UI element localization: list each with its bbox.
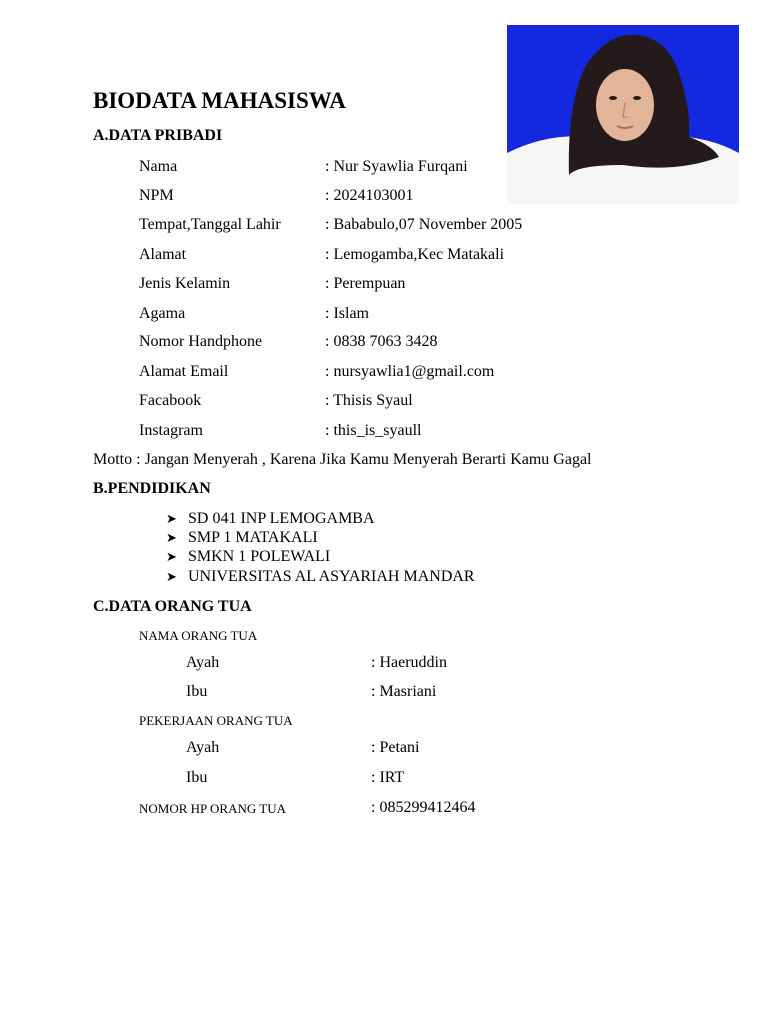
arrow-bullet-icon: ➤ <box>166 569 177 584</box>
value-facebook: : Thisis Syaul <box>325 392 413 409</box>
label-ibu: Ibu <box>186 769 208 786</box>
pekerjaan-orang-tua-heading: PEKERJAAN ORANG TUA <box>139 713 293 728</box>
portrait-icon <box>507 25 739 204</box>
value-nomor-handphone: : 0838 7063 3428 <box>325 333 438 350</box>
nama-orang-tua-heading: NAMA ORANG TUA <box>139 628 258 643</box>
arrow-bullet-icon: ➤ <box>166 530 177 545</box>
label-nomor-handphone: Nomor Handphone <box>139 333 263 350</box>
student-photo <box>507 25 739 204</box>
education-item-label: SMKN 1 POLEWALI <box>188 548 331 565</box>
value-agama: : Islam <box>325 305 369 322</box>
label-facebook: Facabook <box>139 392 202 409</box>
label-ayah: Ayah <box>186 739 220 756</box>
label-npm: NPM <box>139 187 174 204</box>
list-item <box>166 510 375 528</box>
value-ibu-nama: : Masriani <box>371 683 437 700</box>
label-ttl: Tempat,Tanggal Lahir <box>139 216 281 233</box>
value-ayah-pekerjaan: : Petani <box>371 739 420 756</box>
value-ibu-pekerjaan: : IRT <box>371 769 405 786</box>
label-ibu: Ibu <box>186 683 208 700</box>
value-alamat-email: : nursyawlia1@gmail.com <box>325 363 495 380</box>
value-ayah-nama: : Haeruddin <box>371 654 447 671</box>
list-item <box>166 548 330 566</box>
value-npm: : 2024103001 <box>325 187 414 204</box>
section-b-heading: B.PENDIDIKAN <box>93 480 211 497</box>
education-item-label: SMP 1 MATAKALI <box>188 529 318 546</box>
label-nama: Nama <box>139 158 178 175</box>
value-ttl: : Bababulo,07 November 2005 <box>325 216 523 233</box>
nomor-hp-orang-tua-value: : 085299412464 <box>371 799 476 816</box>
label-instagram: Instagram <box>139 422 203 439</box>
education-item-label: UNIVERSITAS AL ASYARIAH MANDAR <box>188 568 475 585</box>
value-nama: : Nur Syawlia Furqani <box>325 158 468 175</box>
motto-text: Motto : Jangan Menyerah , Karena Jika Kamu Menyerah Berarti Kamu Gagal <box>93 451 592 468</box>
nomor-hp-orang-tua-label: NOMOR HP ORANG TUA <box>139 801 286 816</box>
list-item <box>166 568 475 586</box>
label-alamat: Alamat <box>139 246 187 263</box>
value-instagram: : this_is_syaull <box>325 422 422 439</box>
label-alamat-email: Alamat Email <box>139 363 229 380</box>
label-ayah: Ayah <box>186 654 220 671</box>
arrow-bullet-icon: ➤ <box>166 549 177 564</box>
value-alamat: : Lemogamba,Kec Matakali <box>325 246 505 263</box>
arrow-bullet-icon: ➤ <box>166 511 177 526</box>
section-c-heading: C.DATA ORANG TUA <box>93 598 252 615</box>
label-jenis-kelamin: Jenis Kelamin <box>139 275 231 292</box>
education-item-label: SD 041 INP LEMOGAMBA <box>188 510 375 527</box>
label-agama: Agama <box>139 305 186 322</box>
section-a-heading: A.DATA PRIBADI <box>93 127 223 144</box>
page-title: BIODATA MAHASISWA <box>93 88 346 113</box>
value-jenis-kelamin: : Perempuan <box>325 275 406 292</box>
list-item <box>166 529 318 547</box>
